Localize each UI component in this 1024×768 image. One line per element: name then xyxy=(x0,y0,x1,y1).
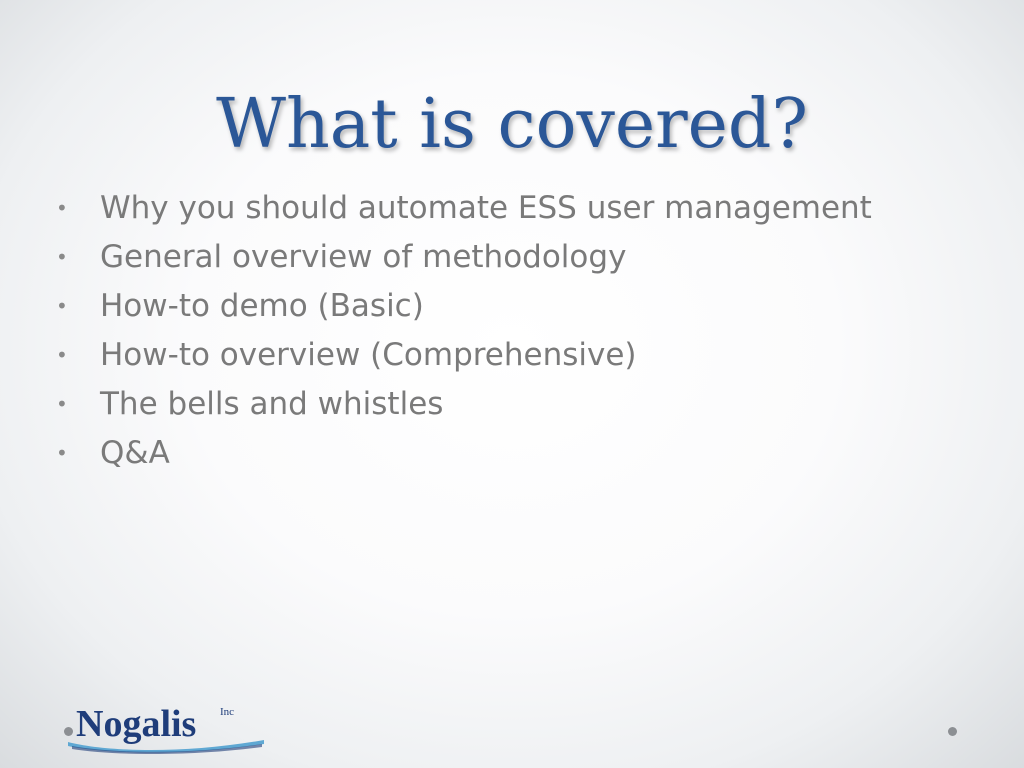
bullet-icon: • xyxy=(56,391,68,416)
bullet-text: The bells and whistles xyxy=(100,385,444,422)
list-item xyxy=(56,183,872,232)
bullet-text: Why you should automate ESS user management xyxy=(100,189,872,226)
logo-suffix: Inc xyxy=(220,706,235,718)
logo-wordmark: Nogalis xyxy=(76,703,197,745)
list-item xyxy=(56,232,872,281)
list-item xyxy=(56,330,872,379)
bullet-text: Q&A xyxy=(100,434,170,471)
bullet-icon: • xyxy=(56,440,68,465)
nogalis-logo xyxy=(66,700,266,756)
slide-title: What is covered? xyxy=(216,85,808,164)
list-item xyxy=(56,428,872,477)
bullet-text: How-to overview (Comprehensive) xyxy=(100,336,637,373)
bullet-icon: • xyxy=(56,244,68,269)
bullet-icon: • xyxy=(56,195,68,220)
bullet-icon: • xyxy=(56,342,68,367)
corner-dot-left xyxy=(64,727,73,736)
bullet-text: How-to demo (Basic) xyxy=(100,287,424,324)
list-item xyxy=(56,281,872,330)
bullet-list xyxy=(56,183,872,477)
bullet-icon: • xyxy=(56,293,68,318)
list-item xyxy=(56,379,872,428)
bullet-text: General overview of methodology xyxy=(100,238,627,275)
corner-dot-right xyxy=(948,727,957,736)
